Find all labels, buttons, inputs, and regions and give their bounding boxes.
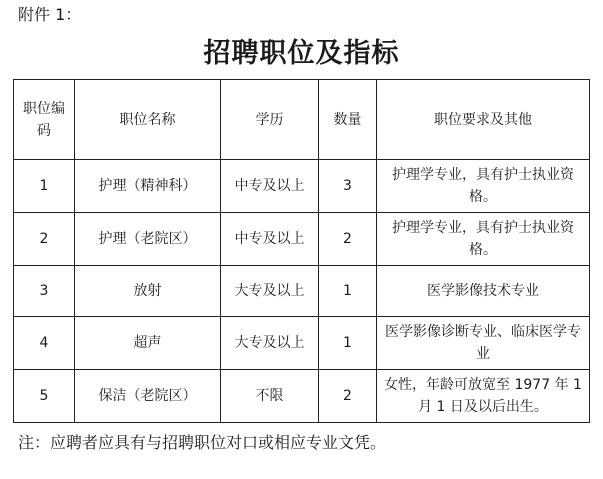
positions-table xyxy=(13,79,590,423)
cell-requirements: 医学影像诊断专业、临床医学专业 xyxy=(377,317,590,370)
cell-education: 不限 xyxy=(221,370,319,423)
cell-requirements: 护理学专业，具有护士执业资格。 xyxy=(377,160,590,213)
cell-requirements: 医学影像技术专业 xyxy=(377,266,590,317)
column-header-education: 学历 xyxy=(221,80,319,160)
table-row xyxy=(14,370,590,423)
cell-count: 3 xyxy=(319,160,377,213)
cell-code: 1 xyxy=(14,160,75,213)
cell-count: 2 xyxy=(319,213,377,266)
footnote: 注：应聘者应具有与招聘职位对口或相应专业文凭。 xyxy=(18,433,387,452)
cell-name: 保洁（老院区） xyxy=(75,370,221,423)
cell-name: 护理（精神科） xyxy=(75,160,221,213)
cell-code: 4 xyxy=(14,317,75,370)
table-row xyxy=(14,160,590,213)
cell-name: 超声 xyxy=(75,317,221,370)
cell-count: 2 xyxy=(319,370,377,423)
column-header-name: 职位名称 xyxy=(75,80,221,160)
column-header-requirements: 职位要求及其他 xyxy=(377,80,590,160)
cell-requirements: 女性，年龄可放宽至 1977 年 1 月 1 日及以后出生。 xyxy=(377,370,590,423)
cell-education: 大专及以上 xyxy=(221,317,319,370)
table-row xyxy=(14,213,590,266)
cell-name: 护理（老院区） xyxy=(75,213,221,266)
column-header-count: 数量 xyxy=(319,80,377,160)
cell-count: 1 xyxy=(319,317,377,370)
cell-code: 2 xyxy=(14,213,75,266)
table-row xyxy=(14,317,590,370)
cell-education: 大专及以上 xyxy=(221,266,319,317)
table-row xyxy=(14,266,590,317)
cell-name: 放射 xyxy=(75,266,221,317)
page-title: 招聘职位及指标 xyxy=(203,38,400,69)
cell-code: 3 xyxy=(14,266,75,317)
cell-count: 1 xyxy=(319,266,377,317)
cell-code: 5 xyxy=(14,370,75,423)
attachment-label: 附件 1： xyxy=(18,5,82,24)
cell-requirements: 护理学专业，具有护士执业资格。 xyxy=(377,213,590,266)
table-header-row xyxy=(14,80,590,160)
column-header-code: 职位编码 xyxy=(14,80,75,160)
cell-education: 中专及以上 xyxy=(221,213,319,266)
cell-education: 中专及以上 xyxy=(221,160,319,213)
